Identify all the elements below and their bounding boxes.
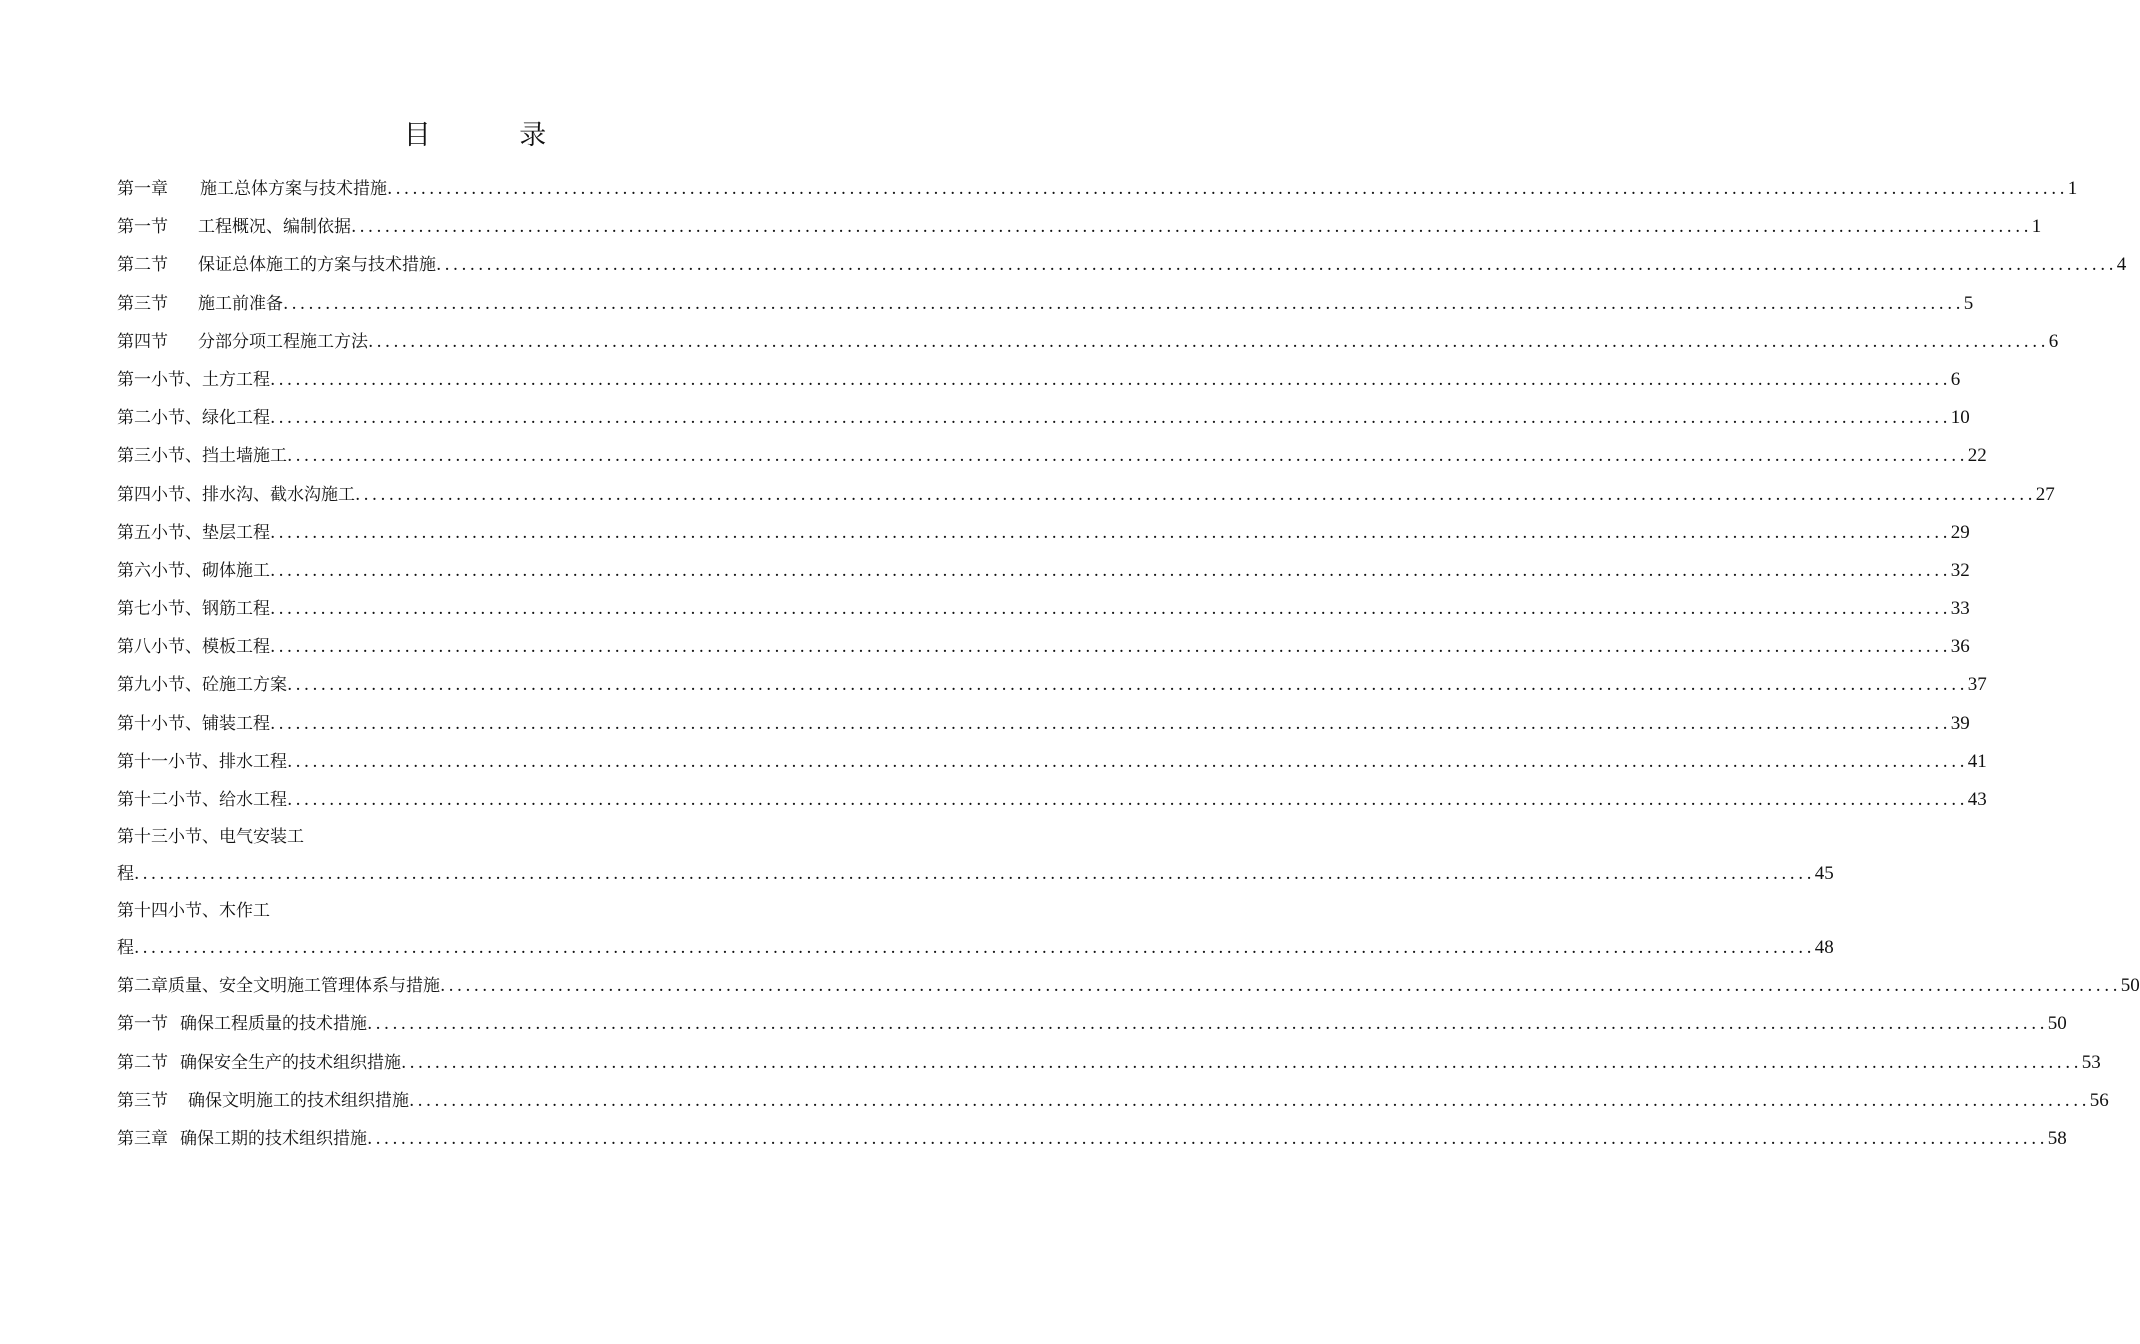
toc-entry-text: 确保工期的技术组织措施 [180, 1128, 367, 1149]
toc-entry-text: 第七小节、钢筋工程 [117, 599, 270, 620]
toc-page-number: 6 [2048, 330, 2059, 352]
toc-entry-label: 第三节 [117, 1090, 168, 1111]
toc-page-number: 27 [2035, 483, 2055, 505]
toc-entry-wrapped-line[interactable]: 第十四小节、木作工 [117, 901, 270, 922]
toc-page-number: 50 [2047, 1013, 2067, 1035]
toc-page-number: 33 [1950, 598, 1970, 620]
toc-entry-text: 程 [117, 864, 134, 885]
toc-leader-dots: ........................................................................................................................................................................................................ [283, 293, 1964, 314]
toc-page-number: 43 [1967, 789, 1987, 810]
toc-entry-text: 第四小节、排水沟、截水沟施工 [117, 484, 355, 505]
toc-page-number: 6 [1950, 368, 1961, 390]
table-of-contents [117, 170, 2140, 1158]
toc-entry-text: 确保工程质量的技术措施 [180, 1014, 367, 1035]
toc-leader-dots: ........................................................................................................................................................................................................ [287, 675, 1968, 696]
toc-entry-text: 第十小节、铺装工程 [117, 713, 270, 734]
toc-entry-title [117, 1005, 367, 1043]
toc-entry-label: 第三节 [117, 293, 168, 314]
toc-leader-dots: ........................................................................................................................................................................................................ [287, 446, 1968, 467]
toc-page-number: 50 [2120, 975, 2140, 997]
toc-entry[interactable] [117, 323, 2059, 361]
toc-entry-title [117, 170, 387, 208]
toc-entry[interactable] [117, 514, 1970, 552]
toc-entry[interactable] [117, 1005, 2067, 1043]
toc-entry-text: 第十二小节、给水工程 [117, 790, 287, 810]
toc-entry-title [117, 514, 270, 552]
toc-leader-dots: ........................................................................................................................................................................................................ [270, 408, 1951, 429]
toc-entry-text: 第十一小节、排水工程 [117, 751, 287, 772]
toc-entry-label: 第一章 [117, 179, 168, 199]
toc-leader-dots: ........................................................................................................................................................................................................ [401, 1052, 2082, 1073]
toc-leader-dots: ........................................................................................................................................................................................................ [270, 560, 1951, 581]
toc-page-number: 1 [2031, 216, 2042, 238]
toc-entry-text: 施工总体方案与技术措施 [200, 179, 387, 199]
toc-entry-text: 第六小节、砌体施工 [117, 560, 270, 581]
toc-page-number: 39 [1950, 712, 1970, 734]
toc-entry-text: 第二章质量、安全文明施工管理体系与措施 [117, 976, 440, 997]
toc-entry-text: 第五小节、垫层工程 [117, 522, 270, 543]
toc-leader-dots: ........................................................................................................................................................................................................ [440, 976, 2121, 997]
toc-entry-title [117, 628, 270, 666]
toc-leader-dots: ........................................................................................................................................................................................................ [367, 1128, 2048, 1149]
toc-entry[interactable] [117, 476, 2055, 514]
toc-leader-dots: ........................................................................................................................................................................................................ [409, 1090, 2090, 1111]
toc-leader-dots: ........................................................................................................................................................................................................ [367, 1014, 2048, 1035]
toc-page-number: 48 [1814, 937, 1834, 959]
toc-entry-label: 第一节 [117, 217, 168, 238]
toc-entry[interactable] [117, 1082, 2109, 1120]
toc-entry-text: 第八小节、模板工程 [117, 637, 270, 658]
toc-entry-title [117, 361, 270, 399]
toc-leader-dots: ........................................................................................................................................................................................................ [287, 751, 1968, 772]
toc-entry-title [117, 743, 287, 781]
toc-entry-title [117, 590, 270, 628]
toc-entry[interactable] [117, 246, 2127, 284]
toc-entry[interactable] [117, 781, 1987, 819]
toc-entry-title [117, 476, 355, 514]
toc-page-number: 4 [2116, 254, 2127, 276]
toc-entry-text: 施工前准备 [198, 293, 283, 314]
toc-leader-dots: ........................................................................................................................................................................................................ [270, 713, 1951, 734]
toc-entry-title [117, 1082, 409, 1120]
toc-entry[interactable] [117, 628, 1970, 666]
toc-entry-text: 分部分项工程施工方法 [198, 331, 368, 352]
toc-entry-title [117, 781, 287, 819]
toc-leader-dots: ........................................................................................................................................................................................................ [270, 637, 1951, 658]
toc-page-number: 29 [1950, 521, 1970, 543]
toc-entry-title [117, 285, 283, 323]
toc-entry[interactable] [117, 666, 1987, 704]
toc-entry-label: 第三章 [117, 1128, 168, 1149]
toc-entry-title [117, 705, 270, 743]
toc-page-number: 53 [2081, 1051, 2101, 1073]
toc-entry-title [117, 246, 436, 284]
toc-leader-dots: ........................................................................................................................................................................................................ [355, 484, 2036, 505]
toc-entry[interactable] [117, 743, 1987, 781]
toc-entry-text: 工程概况、编制依据 [198, 217, 351, 238]
toc-entry-text: 程 [117, 938, 134, 959]
toc-entry[interactable] [117, 1120, 2067, 1158]
toc-entry-title [117, 208, 351, 246]
toc-entry[interactable] [117, 929, 1834, 967]
toc-leader-dots: ........................................................................................................................................................................................................ [134, 864, 1815, 885]
toc-leader-dots: ........................................................................................................................................................................................................ [134, 938, 1815, 959]
toc-entry-text: 确保安全生产的技术组织措施 [180, 1052, 401, 1073]
toc-entry-title [117, 323, 368, 361]
toc-leader-dots: ........................................................................................................................................................................................................ [270, 522, 1951, 543]
toc-page-number: 1 [2067, 178, 2078, 199]
toc-leader-dots: ........................................................................................................................................................................................................ [270, 369, 1951, 390]
toc-leader-dots: ........................................................................................................................................................................................................ [387, 179, 2068, 199]
toc-entry-title [117, 666, 287, 704]
toc-entry-text: 第三小节、挡土墙施工 [117, 446, 287, 467]
toc-entry[interactable] [117, 967, 2140, 1005]
toc-entry[interactable] [117, 361, 1961, 399]
toc-entry-title [117, 1044, 401, 1082]
toc-page-number: 56 [2089, 1089, 2109, 1111]
toc-entry[interactable] [117, 437, 1987, 475]
toc-entry-title [117, 552, 270, 590]
toc-leader-dots: ........................................................................................................................................................................................................ [287, 790, 1968, 810]
toc-page-number: 22 [1967, 445, 1987, 467]
toc-leader-dots: ........................................................................................................................................................................................................ [351, 217, 2032, 238]
toc-page-number: 10 [1950, 407, 1970, 429]
toc-entry[interactable] [117, 1044, 2101, 1082]
toc-entry[interactable] [117, 855, 1834, 893]
toc-page-number: 58 [2047, 1127, 2067, 1149]
toc-entry-text: 确保文明施工的技术组织措施 [188, 1090, 409, 1111]
toc-page-number: 5 [1963, 292, 1974, 314]
toc-entry-text: 第九小节、砼施工方案 [117, 675, 287, 696]
toc-entry-text: 保证总体施工的方案与技术措施 [198, 255, 436, 276]
toc-page-number: 37 [1967, 674, 1987, 696]
toc-entry[interactable] [117, 552, 1970, 590]
toc-entry-title [117, 399, 270, 437]
toc-leader-dots: ........................................................................................................................................................................................................ [368, 331, 2049, 352]
page-title: 目 录 [403, 120, 587, 151]
toc-entry[interactable] [117, 208, 2042, 246]
toc-entry-label: 第二节 [117, 255, 168, 276]
toc-page-number: 36 [1950, 636, 1970, 658]
toc-entry-text: 第二小节、绿化工程 [117, 408, 270, 429]
toc-leader-dots: ........................................................................................................................................................................................................ [270, 599, 1951, 620]
toc-leader-dots: ........................................................................................................................................................................................................ [436, 255, 2117, 276]
toc-entry[interactable] [117, 170, 2078, 208]
toc-entry-text: 第一小节、土方工程 [117, 369, 270, 390]
toc-entry-title [117, 437, 287, 475]
toc-entry-title [117, 967, 440, 1005]
toc-entry[interactable] [117, 399, 1970, 437]
toc-page-number: 41 [1967, 750, 1987, 772]
toc-entry-title [117, 1120, 367, 1158]
toc-entry-label: 第四节 [117, 331, 168, 352]
toc-entry[interactable] [117, 705, 1970, 743]
toc-entry[interactable] [117, 285, 1974, 323]
toc-entry-label: 第二节 [117, 1052, 168, 1073]
toc-page-number: 45 [1814, 863, 1834, 885]
toc-entry[interactable] [117, 590, 1970, 628]
toc-page-number: 32 [1950, 559, 1970, 581]
toc-entry-label: 第一节 [117, 1014, 168, 1035]
toc-entry-wrapped-line[interactable]: 第十三小节、电气安装工 [117, 827, 304, 848]
